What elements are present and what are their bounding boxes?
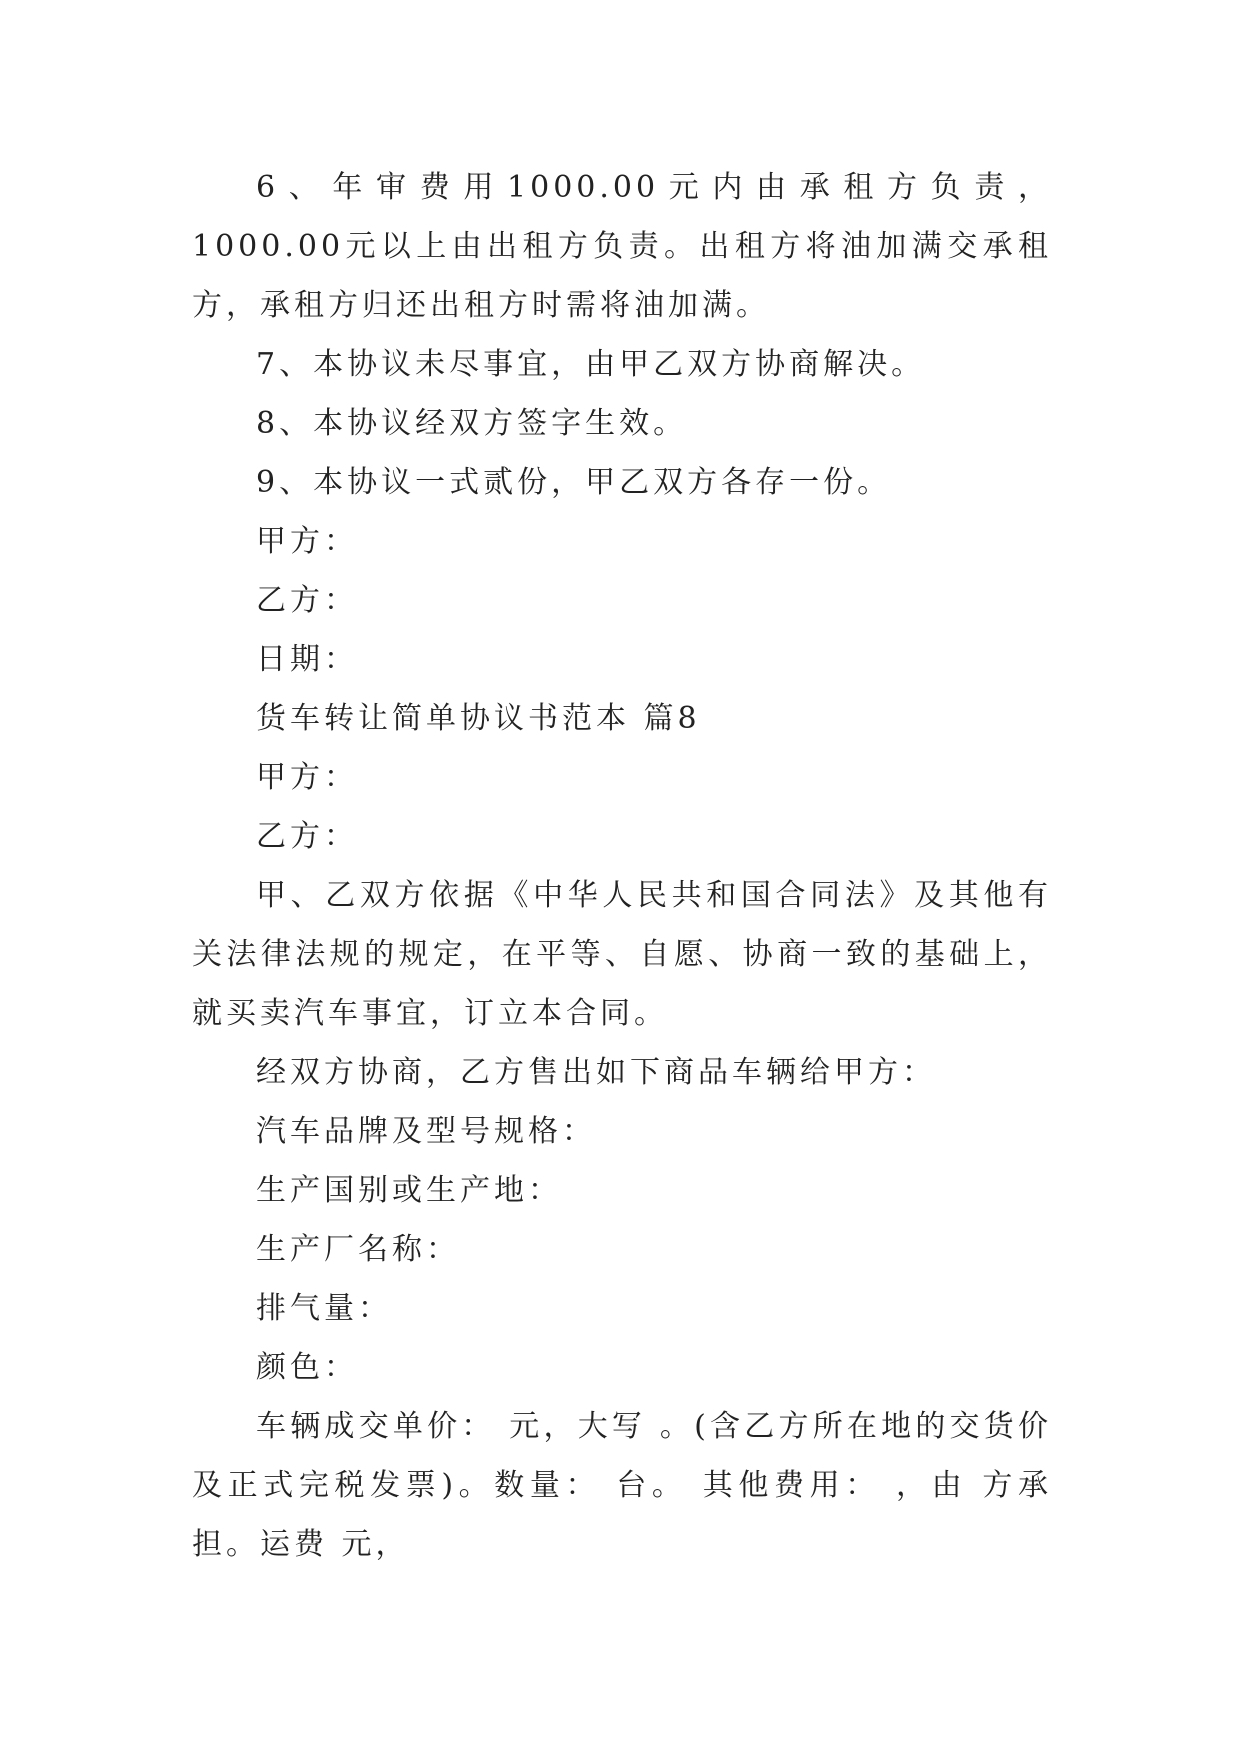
clause-9: 9、本协议一式贰份，甲乙双方各存一份。: [256, 465, 892, 500]
party-a-signature-label: 甲方：: [256, 524, 358, 559]
party-b-label: 乙方：: [256, 819, 358, 854]
color-field: 颜色：: [256, 1350, 358, 1385]
party-a-label: 甲方：: [256, 760, 358, 795]
manufacturer-field: 生产厂名称：: [256, 1232, 460, 1267]
price-terms: 车辆成交单价： 元，大写 。(含乙方所在地的交货价及正式完税发票)。数量： 台。 其他费用： ，由 方承担。运费 元，: [192, 1409, 1052, 1562]
clause-6: 6、年审费用1000.00元内由承租方负责，1000.00元以上由出租方负责。出租方将油加满交承租方，承租方归还出租方时需将油加满。: [192, 170, 1052, 323]
clause-7: 7、本协议未尽事宜，由甲乙双方协商解决。: [256, 347, 926, 382]
origin-field: 生产国别或生产地：: [256, 1173, 562, 1208]
brand-model-field: 汽车品牌及型号规格：: [256, 1114, 596, 1149]
contract-preamble: 甲、乙双方依据《中华人民共和国合同法》及其他有关法律法规的规定，在平等、自愿、协商一致的基础上，就买卖汽车事宜，订立本合同。: [192, 878, 1052, 1031]
date-label: 日期：: [256, 642, 358, 677]
displacement-field: 排气量：: [256, 1291, 392, 1326]
party-b-signature-label: 乙方：: [256, 583, 358, 618]
document-body: [192, 158, 1052, 1574]
section-heading: 货车转让简单协议书范本 篇8: [256, 701, 701, 736]
sale-statement: 经双方协商，乙方售出如下商品车辆给甲方：: [256, 1055, 936, 1090]
clause-8: 8、本协议经双方签字生效。: [256, 406, 688, 441]
